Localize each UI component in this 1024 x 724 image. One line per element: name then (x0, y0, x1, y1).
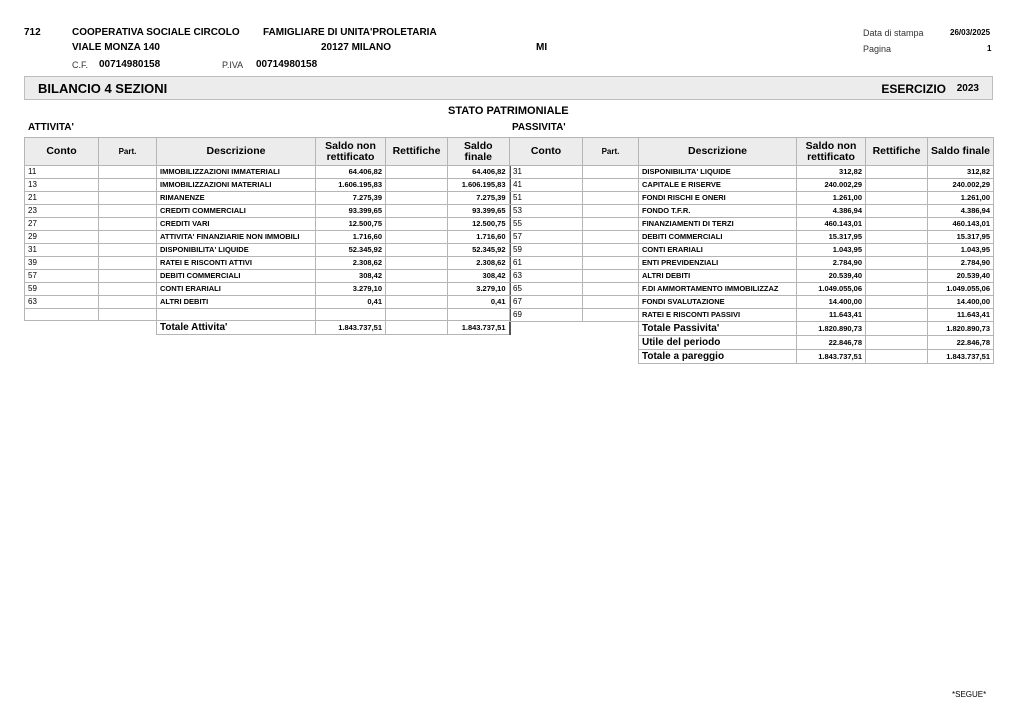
table-row (25, 205, 510, 218)
descrizione-cell: FONDO T.F.R. (639, 205, 797, 218)
attivita-table (24, 137, 511, 335)
utile-periodo-finale: 22.846,78 (928, 336, 994, 350)
total-attivita-label: Totale Attivita' (157, 321, 316, 335)
conto-cell: 57 (25, 270, 99, 283)
saldo-cell: 11.643,41 (797, 309, 866, 322)
saldo-cell: 1.716,60 (316, 231, 386, 244)
table-row (510, 296, 994, 309)
saldo-finale-cell: 2.308,62 (448, 257, 510, 270)
table-row (25, 309, 510, 321)
descrizione-cell: FONDI RISCHI E ONERI (639, 192, 797, 205)
rettifiche-cell (386, 296, 448, 309)
saldo-cell: 0,41 (316, 296, 386, 309)
saldo-cell: 14.400,00 (797, 296, 866, 309)
rettifiche-cell (866, 270, 928, 283)
conto-cell: 39 (25, 257, 99, 270)
rettifiche-cell (866, 231, 928, 244)
part-cell (583, 205, 639, 218)
conto-cell: 55 (510, 218, 583, 231)
table-row (510, 179, 994, 192)
saldo-finale-cell: 240.002,29 (928, 179, 994, 192)
conto-cell: 65 (510, 283, 583, 296)
total-attivita-finale: 1.843.737,51 (448, 321, 510, 335)
rettifiche-cell (386, 244, 448, 257)
saldo-cell: 240.002,29 (797, 179, 866, 192)
descrizione-cell: FONDI SVALUTAZIONE (639, 296, 797, 309)
part-cell (583, 257, 639, 270)
conto-cell: 69 (510, 309, 583, 322)
saldo-finale-cell: 1.261,00 (928, 192, 994, 205)
total-passivita-label: Totale Passivita' (639, 322, 797, 336)
saldo-cell: 3.279,10 (316, 283, 386, 296)
saldo-finale-cell: 3.279,10 (448, 283, 510, 296)
saldo-cell: 7.275,39 (316, 192, 386, 205)
col-saldo-finale: Saldo finale (448, 138, 510, 166)
part-cell (583, 179, 639, 192)
table-row (510, 309, 994, 322)
table-row (25, 192, 510, 205)
table-row (510, 192, 994, 205)
saldo-finale-cell: 460.143,01 (928, 218, 994, 231)
cf-value: 00714980158 (99, 59, 161, 70)
rettifiche-cell (386, 192, 448, 205)
saldo-finale-cell: 0,41 (448, 296, 510, 309)
company-address: VIALE MONZA 140 (72, 42, 160, 53)
rettifiche-cell (386, 270, 448, 283)
saldo-cell: 460.143,01 (797, 218, 866, 231)
company-name: COOPERATIVA SOCIALE CIRCOLO (72, 27, 240, 38)
col-part: Part. (583, 138, 639, 166)
rettifiche-cell (386, 309, 448, 321)
part-cell (99, 218, 157, 231)
saldo-cell: 1.606.195,83 (316, 179, 386, 192)
print-date: 26/03/2025 (950, 28, 991, 37)
table-row (25, 296, 510, 309)
conto-cell: 31 (510, 166, 583, 179)
company-name-2: FAMIGLIARE DI UNITA'PROLETARIA (263, 27, 437, 38)
rettifiche-cell (866, 296, 928, 309)
conto-cell: 61 (510, 257, 583, 270)
totale-pareggio-saldo: 1.843.737,51 (797, 350, 866, 364)
saldo-cell: 1.261,00 (797, 192, 866, 205)
saldo-finale-cell: 1.606.195,83 (448, 179, 510, 192)
table-row (510, 244, 994, 257)
saldo-finale-cell: 15.317,95 (928, 231, 994, 244)
segue-label: *SEGUE* (952, 690, 987, 699)
saldo-finale-cell: 1.049.055,06 (928, 283, 994, 296)
report-banner (24, 76, 993, 100)
empty-cell (386, 321, 448, 335)
col-part: Part. (99, 138, 157, 166)
saldo-finale-cell: 12.500,75 (448, 218, 510, 231)
totale-pareggio-label: Totale a pareggio (639, 350, 797, 364)
company-cap-city: 20127 MILANO (321, 42, 392, 53)
table-row (25, 257, 510, 270)
part-cell (99, 231, 157, 244)
rettifiche-cell (866, 283, 928, 296)
saldo-finale-cell: 312,82 (928, 166, 994, 179)
section-title: STATO PATRIMONIALE (448, 105, 569, 117)
descrizione-cell: CAPITALE E RISERVE (639, 179, 797, 192)
saldo-cell: 4.386,94 (797, 205, 866, 218)
saldo-cell: 312,82 (797, 166, 866, 179)
page-number: 1 (987, 44, 992, 53)
saldo-cell: 308,42 (316, 270, 386, 283)
passivita-table (509, 137, 994, 364)
conto-cell: 11 (25, 166, 99, 179)
utile-periodo-saldo: 22.846,78 (797, 336, 866, 350)
saldo-finale-cell: 14.400,00 (928, 296, 994, 309)
conto-cell: 59 (510, 244, 583, 257)
saldo-cell (316, 309, 386, 321)
descrizione-cell: RATEI E RISCONTI PASSIVI (639, 309, 797, 322)
esercizio-year: 2023 (956, 83, 979, 94)
table-row (25, 166, 510, 179)
saldo-cell: 15.317,95 (797, 231, 866, 244)
part-cell (99, 179, 157, 192)
part-cell (99, 270, 157, 283)
empty-cell (866, 350, 928, 364)
descrizione-cell: DISPONIBILITA' LIQUIDE (639, 166, 797, 179)
table-row (510, 257, 994, 270)
rettifiche-cell (866, 166, 928, 179)
company-province: MI (536, 42, 548, 53)
descrizione-cell: F.DI AMMORTAMENTO IMMOBILIZZAZ (639, 283, 797, 296)
rettifiche-cell (866, 192, 928, 205)
descrizione-cell: CONTI ERARIALI (639, 244, 797, 257)
descrizione-cell (157, 309, 316, 321)
saldo-finale-cell: 93.399,65 (448, 205, 510, 218)
total-passivita (510, 322, 994, 336)
total-passivita-saldo: 1.820.890,73 (797, 322, 866, 336)
table-row (25, 179, 510, 192)
saldo-cell: 12.500,75 (316, 218, 386, 231)
rettifiche-cell (386, 218, 448, 231)
piva-label: P.IVA (222, 60, 244, 70)
table-row (510, 231, 994, 244)
col-descrizione: Descrizione (639, 138, 797, 166)
rettifiche-cell (386, 257, 448, 270)
conto-cell (25, 309, 99, 321)
piva-value: 00714980158 (256, 59, 318, 70)
descrizione-cell: RIMANENZE (157, 192, 316, 205)
empty-cell (866, 336, 928, 350)
saldo-finale-cell: 11.643,41 (928, 309, 994, 322)
conto-cell: 67 (510, 296, 583, 309)
empty-cell (866, 322, 928, 336)
part-cell (99, 192, 157, 205)
saldo-finale-cell: 64.406,82 (448, 166, 510, 179)
saldo-cell: 1.043,95 (797, 244, 866, 257)
conto-cell: 31 (25, 244, 99, 257)
saldo-finale-cell (448, 309, 510, 321)
table-row (25, 270, 510, 283)
page-label: Pagina (863, 44, 892, 54)
total-attivita (25, 321, 510, 335)
descrizione-cell: CREDITI VARI (157, 218, 316, 231)
saldo-cell: 2.308,62 (316, 257, 386, 270)
part-cell (99, 283, 157, 296)
conto-cell: 23 (25, 205, 99, 218)
part-cell (583, 309, 639, 322)
part-cell (583, 296, 639, 309)
col-saldo-non-rettificato: Saldo non rettificato (797, 138, 866, 166)
part-cell (583, 166, 639, 179)
descrizione-cell: FINANZIAMENTI DI TERZI (639, 218, 797, 231)
descrizione-cell: RATEI E RISCONTI ATTIVI (157, 257, 316, 270)
table-row (25, 283, 510, 296)
attivita-label: ATTIVITA' (28, 122, 74, 133)
table-row (510, 205, 994, 218)
rettifiche-cell (386, 179, 448, 192)
table-row (510, 218, 994, 231)
rettifiche-cell (866, 257, 928, 270)
table-row (25, 231, 510, 244)
col-descrizione: Descrizione (157, 138, 316, 166)
rettifiche-cell (866, 218, 928, 231)
company-code: 712 (24, 27, 41, 38)
col-saldo-finale: Saldo finale (928, 138, 994, 166)
descrizione-cell: CREDITI COMMERCIALI (157, 205, 316, 218)
rettifiche-cell (386, 166, 448, 179)
rettifiche-cell (386, 205, 448, 218)
table-row (510, 166, 994, 179)
esercizio-label: ESERCIZIO (881, 82, 946, 96)
part-cell (583, 218, 639, 231)
part-cell (583, 192, 639, 205)
table-row (510, 283, 994, 296)
saldo-finale-cell: 20.539,40 (928, 270, 994, 283)
conto-cell: 21 (25, 192, 99, 205)
totale-pareggio (510, 350, 994, 364)
saldo-finale-cell: 1.716,60 (448, 231, 510, 244)
descrizione-cell: IMMOBILIZZAZIONI MATERIALI (157, 179, 316, 192)
conto-cell: 27 (25, 218, 99, 231)
utile-periodo-label: Utile del periodo (639, 336, 797, 350)
part-cell (99, 309, 157, 321)
report-title: BILANCIO 4 SEZIONI (38, 81, 168, 96)
saldo-finale-cell: 308,42 (448, 270, 510, 283)
empty-cell (25, 321, 157, 335)
descrizione-cell: ATTIVITA' FINANZIARIE NON IMMOBILI (157, 231, 316, 244)
col-rettifiche: Rettifiche (386, 138, 448, 166)
conto-cell: 59 (25, 283, 99, 296)
descrizione-cell: DEBITI COMMERCIALI (157, 270, 316, 283)
total-passivita-finale: 1.820.890,73 (928, 322, 994, 336)
col-saldo-non-rettificato: Saldo non rettificato (316, 138, 386, 166)
col-conto: Conto (510, 138, 583, 166)
passivita-label: PASSIVITA' (512, 122, 566, 133)
saldo-cell: 52.345,92 (316, 244, 386, 257)
total-attivita-saldo: 1.843.737,51 (316, 321, 386, 335)
saldo-finale-cell: 4.386,94 (928, 205, 994, 218)
descrizione-cell: ALTRI DEBITI (639, 270, 797, 283)
rettifiche-cell (866, 179, 928, 192)
saldo-finale-cell: 52.345,92 (448, 244, 510, 257)
descrizione-cell: ENTI PREVIDENZIALI (639, 257, 797, 270)
part-cell (99, 205, 157, 218)
saldo-cell: 20.539,40 (797, 270, 866, 283)
col-conto: Conto (25, 138, 99, 166)
rettifiche-cell (866, 244, 928, 257)
conto-cell: 29 (25, 231, 99, 244)
saldo-cell: 2.784,90 (797, 257, 866, 270)
table-row (25, 244, 510, 257)
saldo-finale-cell: 2.784,90 (928, 257, 994, 270)
part-cell (583, 270, 639, 283)
part-cell (583, 231, 639, 244)
table-row (510, 270, 994, 283)
descrizione-cell: CONTI ERARIALI (157, 283, 316, 296)
saldo-finale-cell: 1.043,95 (928, 244, 994, 257)
cf-label: C.F. (72, 60, 89, 70)
saldo-cell: 93.399,65 (316, 205, 386, 218)
empty-cell (510, 336, 639, 350)
descrizione-cell: IMMOBILIZZAZIONI IMMATERIALI (157, 166, 316, 179)
part-cell (99, 296, 157, 309)
descrizione-cell: DEBITI COMMERCIALI (639, 231, 797, 244)
descrizione-cell: DISPONIBILITA' LIQUIDE (157, 244, 316, 257)
part-cell (99, 257, 157, 270)
rettifiche-cell (866, 205, 928, 218)
rettifiche-cell (386, 283, 448, 296)
part-cell (99, 244, 157, 257)
rettifiche-cell (386, 231, 448, 244)
conto-cell: 53 (510, 205, 583, 218)
print-date-label: Data di stampa (863, 28, 924, 38)
saldo-finale-cell: 7.275,39 (448, 192, 510, 205)
part-cell (583, 283, 639, 296)
empty-cell (510, 322, 639, 336)
utile-periodo (510, 336, 994, 350)
descrizione-cell: ALTRI DEBITI (157, 296, 316, 309)
empty-cell (510, 350, 639, 364)
conto-cell: 41 (510, 179, 583, 192)
conto-cell: 57 (510, 231, 583, 244)
totale-pareggio-finale: 1.843.737,51 (928, 350, 994, 364)
conto-cell: 63 (25, 296, 99, 309)
saldo-cell: 1.049.055,06 (797, 283, 866, 296)
rettifiche-cell (866, 309, 928, 322)
conto-cell: 63 (510, 270, 583, 283)
saldo-cell: 64.406,82 (316, 166, 386, 179)
part-cell (583, 244, 639, 257)
table-row (25, 218, 510, 231)
conto-cell: 51 (510, 192, 583, 205)
col-rettifiche: Rettifiche (866, 138, 928, 166)
conto-cell: 13 (25, 179, 99, 192)
part-cell (99, 166, 157, 179)
